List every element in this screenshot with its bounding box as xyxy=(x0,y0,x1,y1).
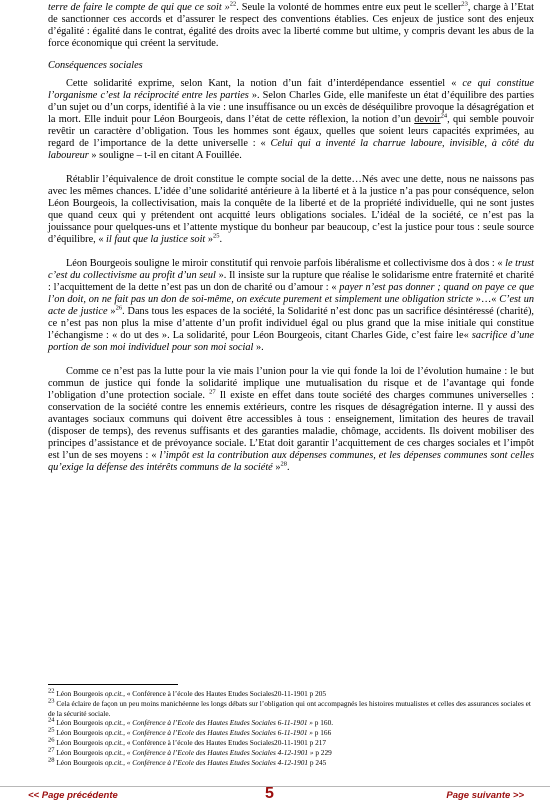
previous-page-link[interactable]: << Page précédente xyxy=(28,790,118,801)
footnote: $^{27}$ Léon Bourgeois op.cit., « Conférence à l’Ecole des Hautes Etudes Sociales 4-12-1901 » p 229 xyxy=(48,746,332,757)
footnote: $^{28}$ Léon Bourgeois op.cit., « Conférence à l’Ecole des Hautes Etudes Sociales 4-12-1901 p 245 xyxy=(48,756,327,767)
footnote-ref[interactable]: 24 xyxy=(440,112,448,120)
paragraph: Rétablir l’équivalence de droit constitue le compte social de la dette…Nés avec une dette, nous ne naissons pas avec les mêmes chances. L’idée d’une solidarité antérieure à la liberté et à la justice n’a pas pour conséquence, selon Léon Bourgeois, la collectivisation, mais la conquête de la liberté et de la propriété individuelle, qui ne sont justes que quand ceux qui y prétendent ont acquitté leurs obligations sociales. L’idéal de la société, ce n’est pas la jouissance pour quelques-uns et l’attente mystique du bonheur par beaucoup, c’est la justice pour tous : seule source d’équilibre, « il faut que la justice soit »$^{25}$. xyxy=(48,174,534,245)
page-navigation xyxy=(0,786,550,805)
footnote: $^{22}$ Léon Bourgeois op.cit., « Conférence à l’école des Hautes Etudes Sociales20-11-1901 p 205 xyxy=(48,687,327,698)
section-heading: Conséquences sociales xyxy=(48,60,143,71)
footnote-ref[interactable]: 23 xyxy=(461,0,468,8)
paragraph: Léon Bourgeois souligne le miroir constitutif qui renvoie parfois libéralisme et collectivisme dos à dos : « le trust c’est du collectivisme au profit d’un seul ». Il insiste sur la rupture que réalise le solidarisme entre fraternité et charité : l’acquittement de la dette n’est pas un don de charité ou d’amour : « payer n’est pas donner ; quand on paye ce que l’on doit, on ne fait pas un don de soi-même, on exécute purement et simplement une obligation stricte »…« C’est un acte de justice »$^{26}$. Dans tous les espaces de la société, la Solidarité n’est donc pas un sacrifice désintéressé (charité), ce n’est pas non plus la mise d’attente d’un profit individuel égal ou plus grand que la mise initiale qui constitue l’échangisme : « do ut des ». La solidarité, pour Léon Bourgeois, citant Charles Gide, c’est faire le« sacrifice d’une portion de son moi individuel pour son moi social ». xyxy=(48,258,535,353)
next-page-link[interactable]: Page suivante >> xyxy=(446,790,524,801)
paragraph: Cette solidarité exprime, selon Kant, la notion d’un fait d’interdépendance essentiel « ce qui constitue l’organisme c’est la réciprocité entre les parties ». Selon Charles Gide, elle manifeste un état d’équilibre des parties d’un sujet ou d’un corps, identifié à la vie : une insuffisance ou un excès de déséquilibre provoque la désagrégation et la mort. Elle induit pour Léon Bourgeois, dans l’état de cette réflexion, la notion d’un devoir$^{24}$, qui semble pouvoir revêtir un caractère d’obligation. Tous les hommes sont égaux, quelles que soient leurs capacités exprimées, au regard de l’importance de la dette universelle : « Celui qui a inventé la charrue laboure, invisible, à côté du laboureur » souligne – t-il en citant A Fouillée. xyxy=(48,78,535,161)
page-number: 5 xyxy=(265,785,274,802)
footnote: $^{26}$ Léon Bourgeois op.cit., « Conférence à l’école des Hautes Etudes Sociales20-11-1901 p 217 xyxy=(48,736,327,747)
footnote: $^{25}$ Léon Bourgeois op.cit., « Conférence à l’Ecole des Hautes Etudes Sociales 6-11-1901 » p 166 xyxy=(48,726,332,738)
footnote-ref[interactable]: 26 xyxy=(115,304,123,312)
footnote: $^{24}$ Léon Bourgeois op.cit., « Conférence à l’Ecole des Hautes Etudes Sociales 6-11-1901 » p 160. xyxy=(48,716,334,728)
footnotes xyxy=(48,689,534,767)
footnote-ref[interactable]: 27 xyxy=(209,388,216,396)
footnote-ref[interactable]: 28 xyxy=(280,460,287,468)
footnote-ref[interactable]: 22 xyxy=(229,0,237,8)
footnote-ref[interactable]: 25 xyxy=(213,232,220,240)
paragraph: Comme ce n’est pas la lutte pour la vie mais l’union pour la vie qui fonde la loi de l’évolution humaine : le but commun de justice qui fonde la solidarité implique une mutualisation du risque et de l’avantage qui fonde l’obligation d’une protection sociale. $^{27}$ Il existe en effet dans toute société des charges communes universelles : conservation de la société contre les ennemis extérieurs, contre les risques de désagrégation interne. Il y aussi des avantages sociaux communs qui doivent être accessibles à tous : enseignement, limitation des heures de travail (disposer de temps), des revenus suffisants et des garanties maladie, chômage, accidents. Ils doivent mobiliser des principes d’assistance et de prévoyance sociale. L’Etat doit garantir l’acquittement de ces charges sociales et l’impôt est l’un de ses moyens : « l’impôt est la contribution aux dépenses communes, et les dépenses communes sont celles qu’exige la défense des intérêts communs de la société »$^{28}$. xyxy=(48,366,534,473)
document-page xyxy=(48,0,535,767)
footnote-divider xyxy=(48,684,178,685)
paragraph-intro: terre de faire le compte de qui que ce soit »$^{22}$. Seule la volonté de hommes entre eux peut le sceller$^{23}$, charge à l’Etat de sanctionner ces accords et d’assurer le respect des conventions établies. Ces enjeux de justice sont des enjeux d’égalité : égalité dans le contrat, égalité des droits avec la liberté comme but ultime, y compris devant les abus de la force économique qui créent la servitude. xyxy=(48,0,534,49)
footnote: $^{23}$ Cela éclaire de façon un peu moins manichéenne les longs débats sur l’obligation qui ont accompagnés les histoires mutualistes et celles des assurances sociales et de la sécurité sociale. xyxy=(48,697,531,718)
